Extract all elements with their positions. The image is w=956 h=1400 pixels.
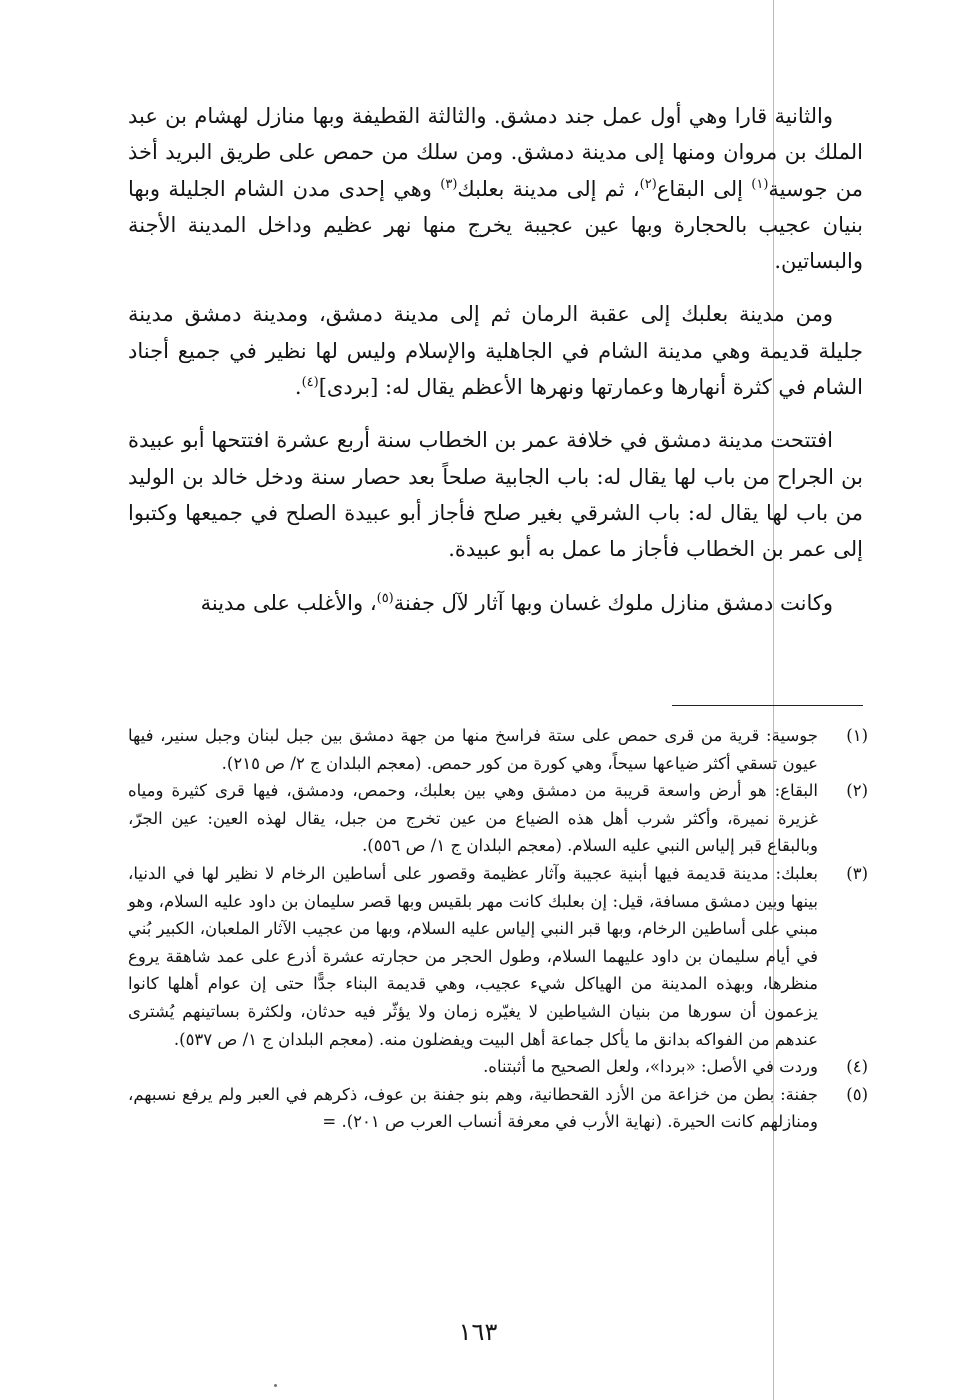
paragraph-2 — [128, 296, 863, 405]
paragraph-1 — [128, 98, 863, 279]
footnote-number: (٣) — [846, 863, 868, 883]
footnote-ref-4: (٤) — [301, 375, 319, 391]
footnotes — [128, 722, 868, 1136]
main-text — [128, 98, 863, 638]
paragraph-text: وكانت دمشق منازل ملوك غسان وبها آثار لآل جفنة — [393, 590, 833, 615]
footnote-ref-1: (١) — [751, 176, 769, 192]
footnote-2 — [128, 777, 868, 860]
footnote-ref-2: (٢) — [639, 176, 657, 192]
footnote-number: (٤) — [846, 1057, 868, 1077]
footnote-ref-5: (٥) — [376, 590, 394, 606]
paragraph-3 — [128, 422, 863, 567]
footnote-5 — [128, 1081, 868, 1136]
page-number: ١٦٣ — [458, 1318, 498, 1346]
footnote-1 — [128, 722, 868, 777]
paragraph-text: إلى البقاع — [656, 176, 752, 201]
paragraph-text: ومن مدينة بعلبك إلى عقبة الرمان ثم إلى مدينة دمشق، ومدينة دمشق مدينة جليلة قديمة وهي مدينة الشام في الجاهلية والإسلام وليس لها نظير في جميع أجناد الشام في كثرة أنهارها وعمارتها ونهرها الأعظم يقال له: [بردى] — [128, 302, 863, 400]
footnote-text: جفنة: بطن من خزاعة من الأزد القحطانية، وهم بنو جفنة بن عوف، ذكرهم في العبر ولم يرفع نسبهم، ومنازلهم كانت الحيرة. (نهاية الأرب في معرفة أنساب العرب ص ٢٠١). = — [128, 1084, 818, 1132]
footnote-text: وردت في الأصل: «بردا»، ولعل الصحيح ما أثبتناه. — [483, 1057, 818, 1077]
footnote-number: (٥) — [846, 1084, 868, 1104]
footnote-text: البقاع: هو أرض واسعة قريبة من دمشق وهي بين بعلبك، وحمص، ودمشق، فيها قرى كثيرة ومياه غزيرة نميرة، وأكثر شرب أهل هذه الضياع من عين تخرج من جبل، يقال لهذه العين: عين الجرّ، وبالبقاع قبر إلياس النبي عليه السلام. (معجم البلدان ج ١/ ص ٥٥٦). — [128, 781, 818, 856]
paragraph-text: والثانية قارا وهي أول عمل جند دمشق. والثالثة القطيفة وبها منازل لهشام بن عبد الملك بن مروان ومنها إلى مدينة دمشق. ومن سلك من حمص على طريق البريد أخذ من جوسية — [128, 104, 863, 201]
paragraph-text: وهي إحدى مدن الشام الجليلة وبها بنيان عجيب بالحجارة وبها عين عجيبة يخرج منها نهر عظيم وداخل المدينة الأجنة والبساتين. — [128, 176, 863, 274]
footnote-text: جوسية: قرية من قرى حمص على ستة فراسخ منها من جهة دمشق بين جبل لبنان وجبل سنير، فيها عيون تسقي أكثر ضياعها سيحاً، وهي كورة من كور حمص. (معجم البلدان ج ٢/ ص ٢١٥). — [128, 726, 818, 773]
footnote-text: بعلبك: مدينة قديمة فيها أبنية عجيبة وآثار عظيمة وقصور على أساطين الرخام لا نظير لها في الدنيا، بينها وبين دمشق مسافة، قيل: إن بعلبك كانت مهر بلقيس وبها قصر سليمان بن داود عليه السلام، وهو مبني على أساطين الرخام، وبها قبر النبي إلياس عليه السلام، وبها من عجيب الآثار الملعبان، الكبير بُني في أيام سليمان بن داود عليهما السلام، وطول الحجر من حجارته عشرة أذرع على عمد شاهقة يروع منظرها، وبهذه المدينة من الهياكل شيء عجيب، وهي قديمة البناء جدًّا حتى إن عوام أهلها كانوا يزعمون أن سورها من بنيان الشياطين لا يغيّره زمان ولا يؤثّر فيه حدثان، ولكثرة بساتينهم يُشترى عندهم من الفواكه بدانق ما يأكل جماعة أهل البيت ويفضلون منه. (معجم البلدان ج ١/ ص ٥٣٧). — [128, 863, 818, 1049]
footnote-separator — [672, 705, 863, 706]
paragraph-text: ، والأغلب على مدينة — [200, 590, 377, 615]
footnote-number: (٢) — [846, 781, 868, 801]
scan-speck — [274, 1384, 277, 1387]
footnote-number: (١) — [846, 726, 868, 745]
paragraph-text: افتتحت مدينة دمشق في خلافة عمر بن الخطاب سنة أربع عشرة افتتحها أبو عبيدة بن الجراح من باب لها يقال له: باب الجابية صلحاً بعد حصار سنة ودخل خالد بن الوليد من باب لها يقال له: باب الشرقي بغير صلح فأجاز أبو عبيدة الصلح في جميعها وكتبوا إلى عمر بن الخطاب فأجاز ما عمل به أبو عبيدة. — [128, 428, 863, 562]
footnote-ref-3: (٣) — [440, 176, 458, 192]
paragraph-4 — [128, 585, 863, 621]
footnote-4 — [128, 1053, 868, 1081]
footnote-3 — [128, 860, 868, 1053]
paragraph-text: . — [294, 375, 302, 400]
paragraph-text: ، ثم إلى مدينة بعلبك — [457, 176, 640, 201]
